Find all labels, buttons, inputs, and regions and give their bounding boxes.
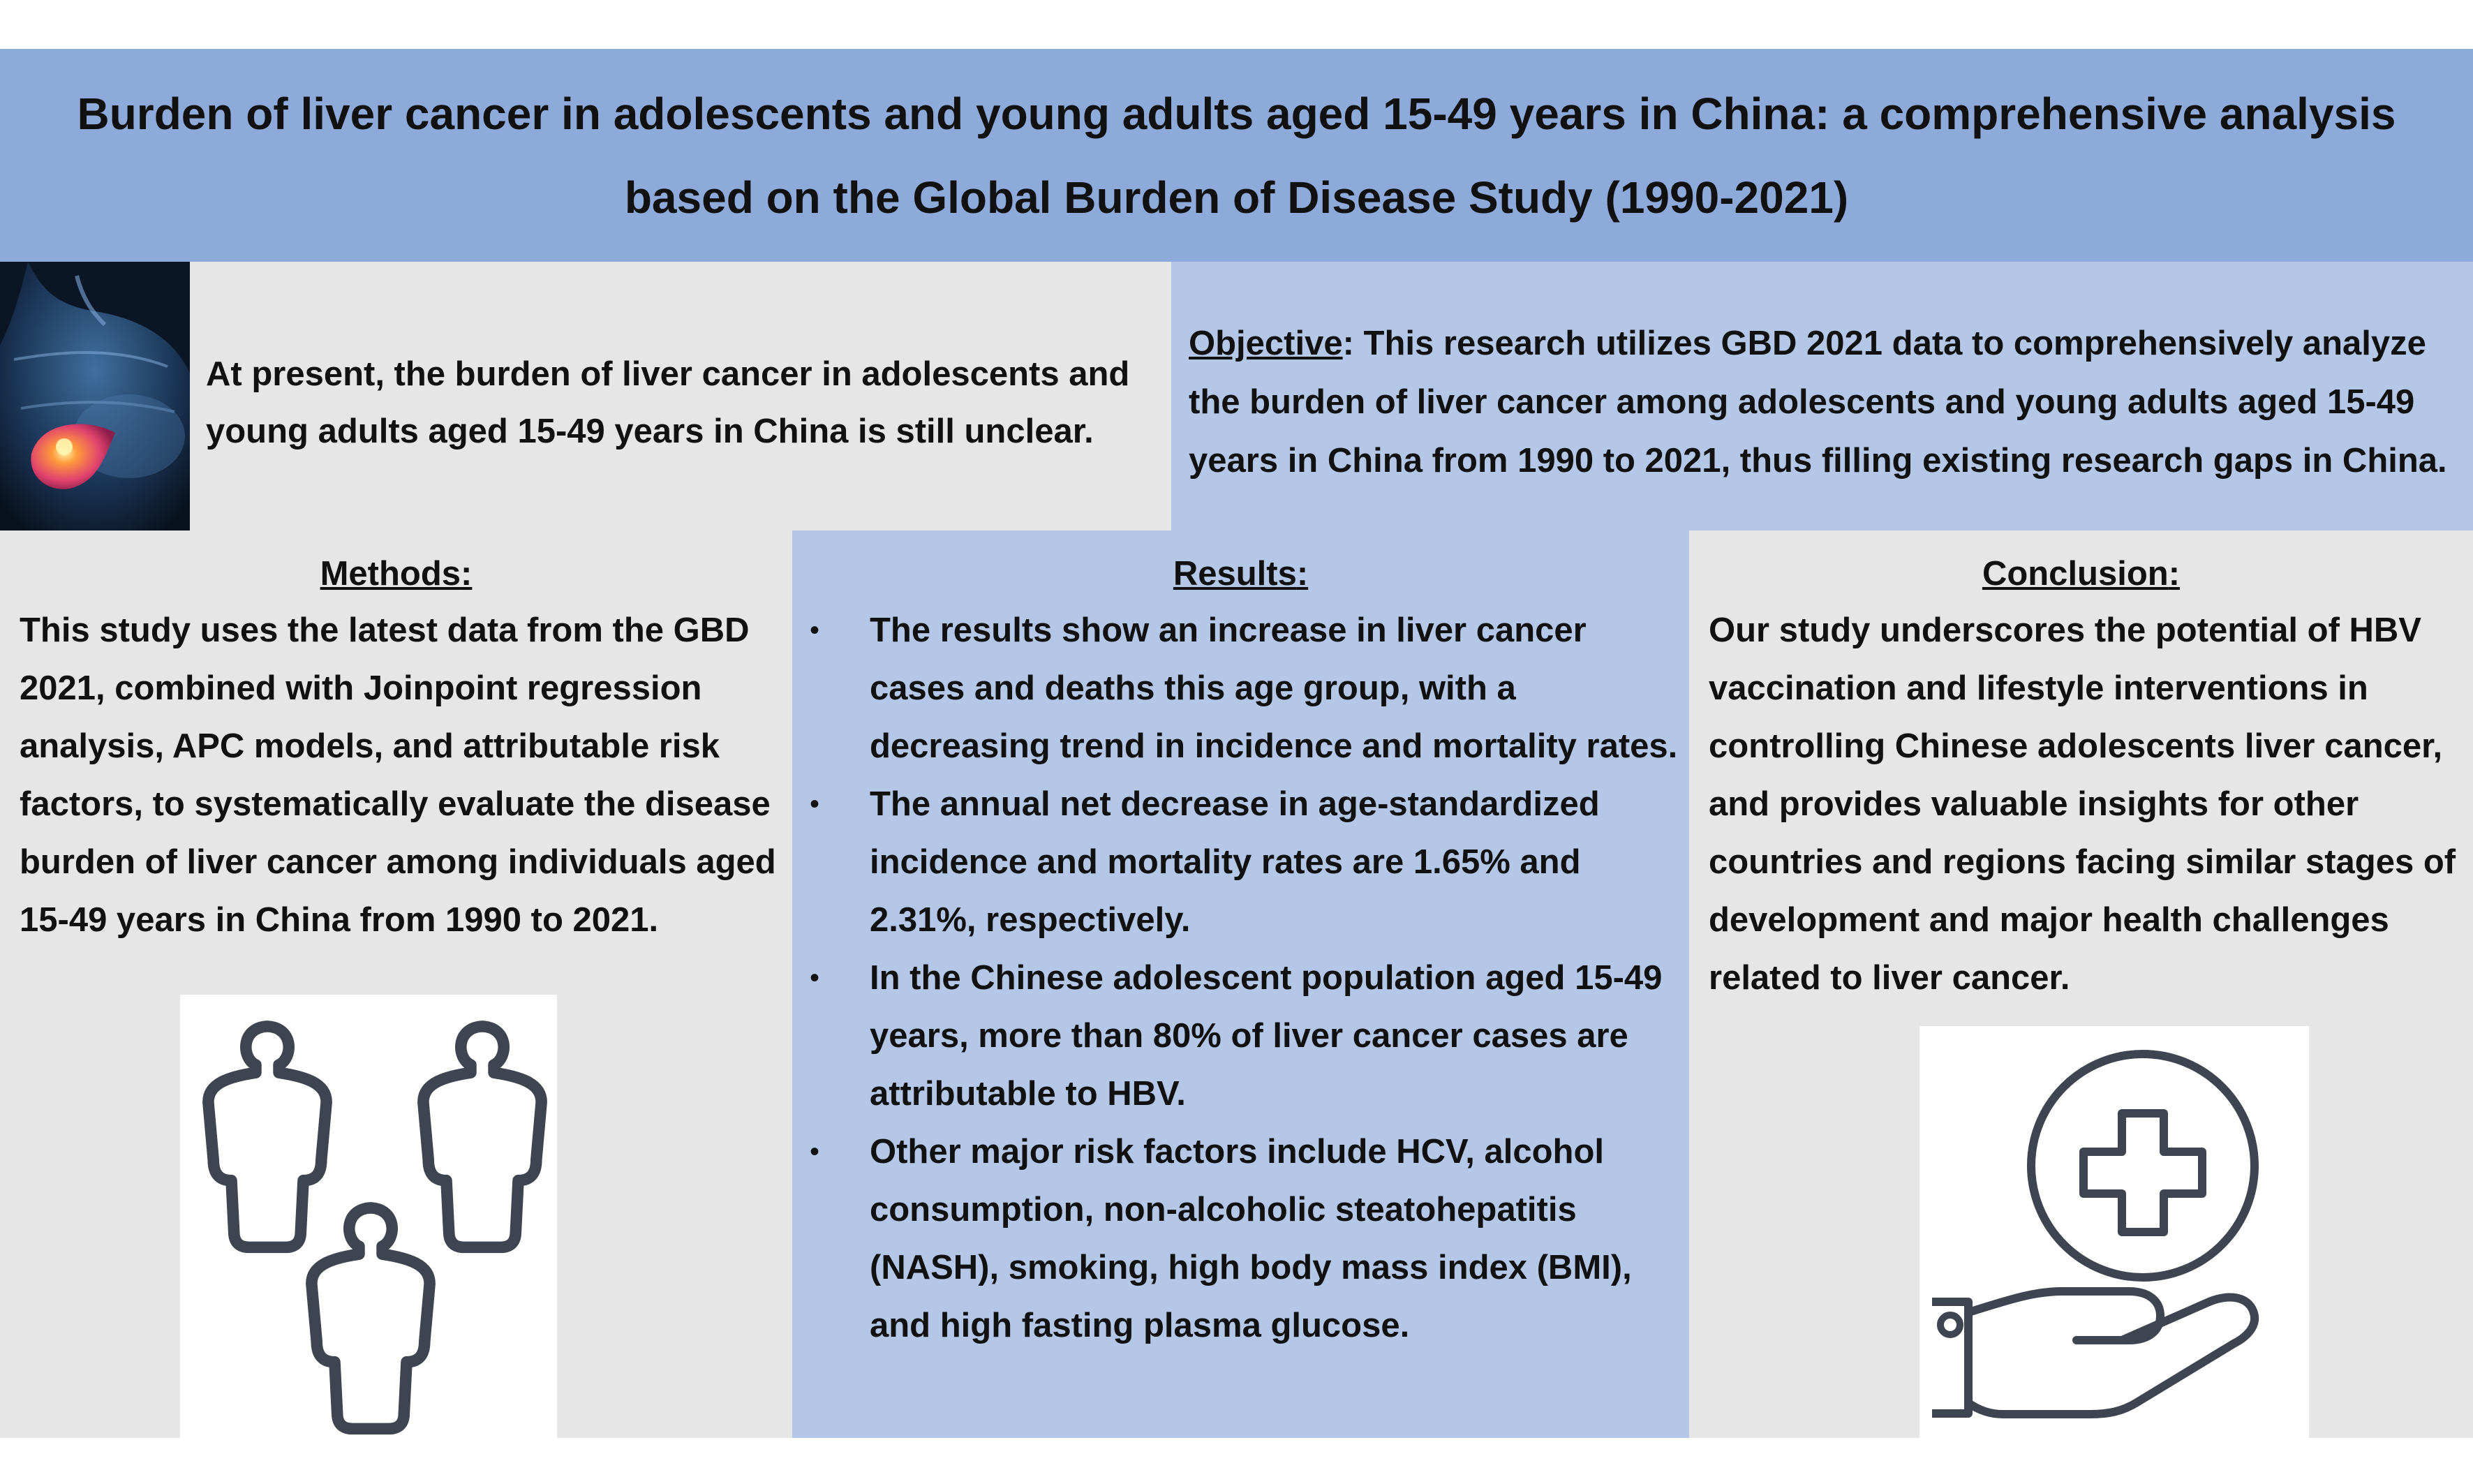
methods-text: This study uses the latest data from the GBD 2021, combined with Joinpoint regression analysis, APC models, and attributable risk factors, to systematically evaluate the disease burden of liver cancer among individuals aged 15-49 years in China from 1990 to 2021. (20, 611, 776, 939)
intro-text: At present, the burden of liver cancer in adolescents and young adults aged 15-49 years in China is still unclear. (206, 355, 1130, 450)
results-heading-label: Results (1173, 555, 1297, 593)
liver-anatomy-icon (0, 262, 190, 530)
results-item: • The annual net decrease in age-standardized incidence and mortality rates are 1.65% and 2.31%, respectively. (810, 776, 1682, 949)
methods-heading (0, 544, 792, 603)
conclusion-heading-colon: : (2168, 555, 2181, 593)
poster-title: Burden of liver cancer in adolescents and young adults aged 15-49 years in China: a comprehensive analysis based on the Global Burden of Disease Study (1990-2021) (77, 88, 2396, 223)
results-item: • In the Chinese adolescent population aged 15-49 years, more than 80% of liver cancer cases are attributable to HBV. (810, 949, 1682, 1123)
title-banner (0, 49, 2473, 262)
people-group-icon (180, 995, 557, 1438)
objective-paragraph (1189, 314, 2459, 490)
results-heading-colon: : (1296, 555, 1309, 593)
results-item: • Other major risk factors include HCV, alcohol consumption, non-alcoholic steatohepatitis (NASH), smoking, high body mass index (BMI), and high fasting plasma glucose. (810, 1123, 1682, 1355)
healthcare-hand-icon (1919, 1026, 2309, 1438)
results-heading (792, 544, 1689, 603)
results-item: • The results show an increase in liver cancer cases and deaths this age group, with a decreasing trend in incidence and mortality rates. (810, 602, 1682, 776)
methods-heading-label: Methods (320, 555, 461, 593)
results-list (810, 602, 1682, 1355)
methods-heading-colon: : (461, 555, 473, 593)
conclusion-heading-label: Conclusion (1982, 555, 2169, 593)
conclusion-text: Our study underscores the potential of HBV vaccination and lifestyle interventions in controlling Chinese adolescents liver cancer, and provides valuable insights for other countries and regions facing similar stages of development and major health challenges related to liver cancer. (1709, 611, 2456, 997)
conclusion-heading (1689, 544, 2473, 603)
objective-label: Objective (1189, 325, 1343, 362)
objective-text: : This research utilizes GBD 2021 data to comprehensively analyze the burden of liver cancer among adolescents and young adults aged 15-49 years in China from 1990 to 2021, thus filling existing research gaps in China. (1189, 325, 2447, 480)
